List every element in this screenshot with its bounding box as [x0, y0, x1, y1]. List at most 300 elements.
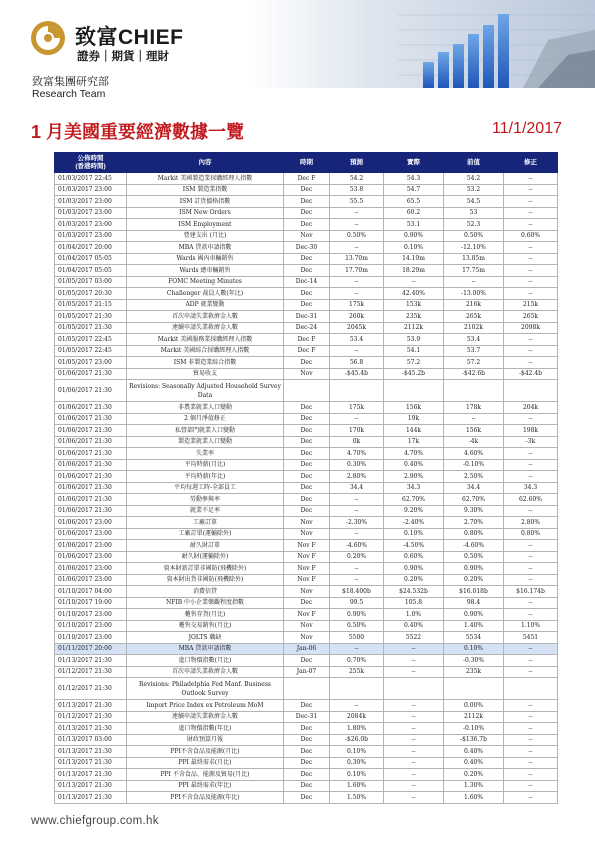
- cell-revised: --: [504, 723, 558, 735]
- cell-previous: 0.90%: [444, 609, 504, 621]
- cell-time: 01/05/2017 21:15: [55, 299, 127, 311]
- table-row: [55, 734, 558, 746]
- cell-forecast: 0.10%: [330, 746, 384, 758]
- table-row: [55, 402, 558, 414]
- cell-time: 01/06/2017 21:30: [55, 505, 127, 517]
- cell-time: 01/03/2017 23:00: [55, 230, 127, 242]
- cell-content: PPI 最終需求(月比): [127, 757, 284, 769]
- table-row: [55, 655, 558, 667]
- cell-period: Dec: [284, 207, 330, 219]
- cell-actual: -$45.2b: [384, 368, 444, 380]
- cell-actual: 0.90%: [384, 230, 444, 242]
- table-row: [55, 265, 558, 277]
- cell-forecast: 170k: [330, 425, 384, 437]
- cell-revised: --: [504, 207, 558, 219]
- cell-revised: --: [504, 769, 558, 781]
- cell-revised: --: [504, 792, 558, 804]
- cell-revised: --: [504, 184, 558, 196]
- cell-time: 01/06/2017 21:30: [55, 436, 127, 448]
- cell-revised: --: [504, 253, 558, 265]
- cell-actual: 0.40%: [384, 620, 444, 632]
- cell-previous: 1.40%: [444, 620, 504, 632]
- cell-content: 躉售存貨(月比): [127, 609, 284, 621]
- cell-actual: 156k: [384, 402, 444, 414]
- cell-forecast: [330, 380, 384, 402]
- table-row: [55, 357, 558, 369]
- cell-time: 01/06/2017 21:30: [55, 482, 127, 494]
- cell-revised: --: [504, 448, 558, 460]
- table-row: [55, 380, 558, 402]
- page-header: [0, 0, 595, 110]
- cell-actual: 0.20%: [384, 574, 444, 586]
- table-row: [55, 586, 558, 598]
- cell-time: 01/10/2017 04:00: [55, 586, 127, 598]
- table-row: [55, 666, 558, 678]
- cell-revised: --: [504, 574, 558, 586]
- cell-content: 貿易收支: [127, 368, 284, 380]
- cell-time: 01/06/2017 23:00: [55, 574, 127, 586]
- cell-content: 首次申請失業救濟金人數: [127, 311, 284, 323]
- cell-content: 私營部門就業人口變動: [127, 425, 284, 437]
- cell-previous: 2102k: [444, 322, 504, 334]
- cell-revised: 2.80%: [504, 517, 558, 529]
- cell-revised: -$42.4b: [504, 368, 558, 380]
- cell-actual: --: [384, 276, 444, 288]
- cell-actual: 4.70%: [384, 448, 444, 460]
- cell-forecast: 2084k: [330, 711, 384, 723]
- cell-previous: 13.85m: [444, 253, 504, 265]
- table-row: [55, 288, 558, 300]
- cell-revised: --: [504, 700, 558, 712]
- cell-revised: 62.60%: [504, 494, 558, 506]
- cell-content: PPI不含食品及能源(月比): [127, 746, 284, 758]
- cell-revised: --: [504, 597, 558, 609]
- cell-previous: 1.30%: [444, 780, 504, 792]
- cell-previous: 0.40%: [444, 757, 504, 769]
- cell-actual: 2.90%: [384, 471, 444, 483]
- column-header-forecast: 預測: [330, 153, 384, 173]
- cell-content: Markit 美國綜合採購經理人指數: [127, 345, 284, 357]
- table-row: [55, 574, 558, 586]
- cell-forecast: 0.10%: [330, 769, 384, 781]
- table-row: [55, 253, 558, 265]
- column-header-time-label: 公佈時間 (香港時間): [75, 154, 106, 170]
- cell-forecast: 0.90%: [330, 609, 384, 621]
- cell-time: 01/06/2017 21:30: [55, 459, 127, 471]
- cell-forecast: 2045k: [330, 322, 384, 334]
- cell-previous: 0.40%: [444, 746, 504, 758]
- cell-previous: -0.10%: [444, 723, 504, 735]
- table-row: [55, 551, 558, 563]
- cell-forecast: 255k: [330, 666, 384, 678]
- cell-revised: --: [504, 173, 558, 185]
- cell-content: Wards 總車輛銷售: [127, 265, 284, 277]
- cell-content: 平均時薪(月比): [127, 459, 284, 471]
- cell-actual: 54.3: [384, 173, 444, 185]
- cell-previous: 0.90%: [444, 563, 504, 575]
- cell-period: Dec: [284, 505, 330, 517]
- cell-forecast: --: [330, 345, 384, 357]
- table-row: [55, 471, 558, 483]
- cell-forecast: 0.30%: [330, 459, 384, 471]
- cell-revised: --: [504, 459, 558, 471]
- cell-forecast: 53.8: [330, 184, 384, 196]
- column-header-revised: 修正: [504, 153, 558, 173]
- cell-period: Dec-14: [284, 276, 330, 288]
- cell-forecast: 5500: [330, 632, 384, 644]
- cell-forecast: --: [330, 700, 384, 712]
- cell-period: Dec: [284, 184, 330, 196]
- cell-actual: --: [384, 711, 444, 723]
- chief-logo-icon: [30, 20, 66, 56]
- cell-forecast: [330, 678, 384, 700]
- cell-content: MBA 貸款申請指數: [127, 643, 284, 655]
- footer-website-url: www.chiefgroup.com.hk: [31, 815, 159, 827]
- cell-forecast: --: [330, 563, 384, 575]
- cell-period: Dec: [284, 413, 330, 425]
- cell-time: 01/04/2017 20:00: [55, 242, 127, 254]
- table-row: [55, 299, 558, 311]
- cell-period: Nov F: [284, 551, 330, 563]
- cell-content: 2 個月淨值修正: [127, 413, 284, 425]
- cell-content: PPI 不含食品、能源及貿易(月比): [127, 769, 284, 781]
- cell-previous: 2.70%: [444, 517, 504, 529]
- cell-forecast: 0k: [330, 436, 384, 448]
- cell-forecast: 1.60%: [330, 780, 384, 792]
- cell-previous: -0.30%: [444, 655, 504, 667]
- cell-content: ISM 訂貨價格指數: [127, 196, 284, 208]
- cell-time: 01/10/2017 23:00: [55, 609, 127, 621]
- table-row: [55, 769, 558, 781]
- cell-content: MBA 貸款申請指數: [127, 242, 284, 254]
- cell-previous: 34.4: [444, 482, 504, 494]
- cell-period: Nov: [284, 586, 330, 598]
- cell-forecast: 53.4: [330, 334, 384, 346]
- page-title: 1 月美國重要經濟數據一覽: [31, 122, 245, 142]
- cell-content: JOLTS 職缺: [127, 632, 284, 644]
- cell-time: 01/04/2017 05:05: [55, 253, 127, 265]
- cell-revised: -3k: [504, 436, 558, 448]
- cell-revised: 198k: [504, 425, 558, 437]
- cell-period: Nov: [284, 368, 330, 380]
- cell-time: 01/04/2017 05:05: [55, 265, 127, 277]
- table-row: [55, 678, 558, 700]
- cell-revised: --: [504, 609, 558, 621]
- cell-previous: 2112k: [444, 711, 504, 723]
- cell-previous: 53.7: [444, 345, 504, 357]
- cell-period: Dec: [284, 357, 330, 369]
- cell-time: 01/05/2017 21:30: [55, 322, 127, 334]
- cell-revised: [504, 678, 558, 700]
- cell-period: Dec: [284, 723, 330, 735]
- cell-revised: 0.80%: [504, 528, 558, 540]
- cell-content: 耐久財訂單: [127, 540, 284, 552]
- cell-actual: 57.2: [384, 357, 444, 369]
- cell-actual: --: [384, 780, 444, 792]
- cell-time: 01/12/2017 21:30: [55, 678, 127, 700]
- table-row: [55, 207, 558, 219]
- cell-forecast: 4.70%: [330, 448, 384, 460]
- cell-revised: --: [504, 471, 558, 483]
- cell-period: Dec: [284, 402, 330, 414]
- cell-actual: 65.5: [384, 196, 444, 208]
- cell-forecast: --: [330, 574, 384, 586]
- cell-period: Dec-31: [284, 311, 330, 323]
- cell-actual: 0.10%: [384, 242, 444, 254]
- cell-forecast: 0.50%: [330, 230, 384, 242]
- cell-time: 01/13/2017 21:30: [55, 792, 127, 804]
- cell-forecast: --: [330, 505, 384, 517]
- cell-actual: 62.70%: [384, 494, 444, 506]
- cell-period: Nov F: [284, 574, 330, 586]
- cell-time: 01/06/2017 21:30: [55, 402, 127, 414]
- cell-time: 01/10/2017 23:00: [55, 620, 127, 632]
- cell-actual: 53.1: [384, 219, 444, 231]
- cell-revised: --: [504, 288, 558, 300]
- cell-revised: 2098k: [504, 322, 558, 334]
- cell-forecast: 56.8: [330, 357, 384, 369]
- cell-revised: [504, 380, 558, 402]
- cell-actual: 1.0%: [384, 609, 444, 621]
- cell-revised: --: [504, 711, 558, 723]
- cell-previous: [444, 380, 504, 402]
- economic-data-table: [54, 152, 558, 804]
- cell-forecast: 2.80%: [330, 471, 384, 483]
- cell-time: 01/13/2017 21:30: [55, 769, 127, 781]
- report-date: 11/1/2017: [492, 120, 562, 137]
- cell-actual: 54.1: [384, 345, 444, 357]
- cell-time: 01/03/2017 23:00: [55, 219, 127, 231]
- cell-period: Dec: [284, 746, 330, 758]
- cell-time: 01/06/2017 21:30: [55, 494, 127, 506]
- cell-content: ISM New Orders: [127, 207, 284, 219]
- cell-time: 01/05/2017 20:30: [55, 288, 127, 300]
- cell-revised: --: [504, 746, 558, 758]
- cell-time: 01/13/2017 21:30: [55, 700, 127, 712]
- cell-revised: --: [504, 643, 558, 655]
- table-header-row: [55, 153, 558, 173]
- cell-period: Dec-24: [284, 322, 330, 334]
- cell-forecast: 0.50%: [330, 620, 384, 632]
- cell-period: Dec: [284, 425, 330, 437]
- cell-forecast: --: [330, 288, 384, 300]
- cell-forecast: 1.80%: [330, 723, 384, 735]
- cell-forecast: --: [330, 207, 384, 219]
- table-row: [55, 219, 558, 231]
- cell-revised: --: [504, 345, 558, 357]
- cell-content: Wards 國內車輛銷售: [127, 253, 284, 265]
- cell-time: 01/13/2017 21:30: [55, 757, 127, 769]
- cell-time: 01/03/2017 23:00: [55, 207, 127, 219]
- cell-content: 製造業就業人口變動: [127, 436, 284, 448]
- cell-period: Dec: [284, 448, 330, 460]
- cell-actual: 144k: [384, 425, 444, 437]
- cell-period: Dec: [284, 700, 330, 712]
- table-row: [55, 780, 558, 792]
- cell-revised: --: [504, 265, 558, 277]
- cell-previous: 53.2: [444, 184, 504, 196]
- table-row: [55, 517, 558, 529]
- cell-time: 01/06/2017 23:00: [55, 540, 127, 552]
- cell-forecast: 0.30%: [330, 757, 384, 769]
- cell-actual: 235k: [384, 311, 444, 323]
- cell-period: Jan-07: [284, 666, 330, 678]
- cell-previous: 0.00%: [444, 700, 504, 712]
- cell-previous: -12.10%: [444, 242, 504, 254]
- table-row: [55, 563, 558, 575]
- cell-content: 消費信貸: [127, 586, 284, 598]
- cell-actual: 0.90%: [384, 563, 444, 575]
- table-row: [55, 700, 558, 712]
- cell-revised: --: [504, 757, 558, 769]
- table-row: [55, 334, 558, 346]
- cell-actual: 9.20%: [384, 505, 444, 517]
- cell-content: 勞動參與率: [127, 494, 284, 506]
- cell-previous: 4.60%: [444, 448, 504, 460]
- cell-period: Nov: [284, 528, 330, 540]
- cell-time: 01/05/2017 23:00: [55, 357, 127, 369]
- cell-period: Nov: [284, 230, 330, 242]
- cell-revised: $16.174b: [504, 586, 558, 598]
- cell-actual: 42.40%: [384, 288, 444, 300]
- cell-previous: 0.10%: [444, 643, 504, 655]
- cell-previous: 1.60%: [444, 792, 504, 804]
- cell-time: 01/05/2017 03:00: [55, 276, 127, 288]
- cell-content: Markit 美國服務業採購經理人指數: [127, 334, 284, 346]
- cell-period: Nov F: [284, 540, 330, 552]
- table-row: [55, 322, 558, 334]
- cell-actual: 5522: [384, 632, 444, 644]
- cell-revised: --: [504, 334, 558, 346]
- cell-revised: --: [504, 563, 558, 575]
- cell-content: 耐久財(運輸除外): [127, 551, 284, 563]
- cell-content: Revisions: Philadelphia Fed Manf. Business Outlook Survey: [127, 678, 284, 700]
- cell-actual: 34.3: [384, 482, 444, 494]
- cell-time: 01/06/2017 21:30: [55, 448, 127, 460]
- cell-content: 失業率: [127, 448, 284, 460]
- cell-actual: 19k: [384, 413, 444, 425]
- table-row: [55, 711, 558, 723]
- cell-revised: 215k: [504, 299, 558, 311]
- table-row: [55, 173, 558, 185]
- cell-time: 01/10/2017 19:00: [55, 597, 127, 609]
- cell-actual: --: [384, 734, 444, 746]
- cell-actual: -4.50%: [384, 540, 444, 552]
- cell-period: Dec-31: [284, 711, 330, 723]
- cell-content: ADP 就業變動: [127, 299, 284, 311]
- cell-previous: -4.60%: [444, 540, 504, 552]
- table-row: [55, 196, 558, 208]
- cell-content: ISM 製造業指數: [127, 184, 284, 196]
- cell-content: Revisions: Seasonally Adjusted Household Survey Data: [127, 380, 284, 402]
- cell-content: 工廠訂單(運輸除外): [127, 528, 284, 540]
- cell-period: Nov F: [284, 609, 330, 621]
- table-row: [55, 436, 558, 448]
- cell-previous: --: [444, 276, 504, 288]
- cell-period: Dec F: [284, 345, 330, 357]
- table-row: [55, 620, 558, 632]
- table-row: [55, 459, 558, 471]
- cell-forecast: --: [330, 643, 384, 655]
- cell-forecast: --: [330, 494, 384, 506]
- cell-revised: --: [504, 505, 558, 517]
- cell-revised: --: [504, 276, 558, 288]
- cell-revised: --: [504, 734, 558, 746]
- cell-revised: 1.10%: [504, 620, 558, 632]
- cell-time: 01/13/2017 21:30: [55, 655, 127, 667]
- cell-period: Dec: [284, 769, 330, 781]
- cell-forecast: 55.5: [330, 196, 384, 208]
- cell-period: Jan-06: [284, 643, 330, 655]
- cell-forecast: 0.20%: [330, 551, 384, 563]
- cell-revised: --: [504, 655, 558, 667]
- cell-actual: 60.2: [384, 207, 444, 219]
- cell-actual: --: [384, 643, 444, 655]
- cell-revised: --: [504, 413, 558, 425]
- cell-actual: 18.29m: [384, 265, 444, 277]
- cell-period: Nov F: [284, 563, 330, 575]
- column-header-previous: 前值: [444, 153, 504, 173]
- cell-forecast: 1.50%: [330, 792, 384, 804]
- cell-time: 01/03/2017 23:00: [55, 184, 127, 196]
- cell-revised: 204k: [504, 402, 558, 414]
- cell-previous: 235k: [444, 666, 504, 678]
- cell-time: 01/05/2017 22:45: [55, 345, 127, 357]
- table-row: [55, 609, 558, 621]
- cell-period: Dec: [284, 792, 330, 804]
- cell-actual: 17k: [384, 436, 444, 448]
- table-row: [55, 723, 558, 735]
- cell-content: 就業不足率: [127, 505, 284, 517]
- cell-time: 01/06/2017 23:00: [55, 528, 127, 540]
- cell-period: Dec: [284, 734, 330, 746]
- cell-time: 01/06/2017 21:30: [55, 413, 127, 425]
- cell-content: Markit 美國製造業採購經理人指數: [127, 173, 284, 185]
- cell-content: FOMC Meeting Minutes: [127, 276, 284, 288]
- cell-content: 資本財新訂單非國防(飛機除外): [127, 563, 284, 575]
- table-row: [55, 311, 558, 323]
- cell-content: Challenger 裁員人數(年比): [127, 288, 284, 300]
- cell-content: 非農業就業人口變動: [127, 402, 284, 414]
- cell-forecast: 34.4: [330, 482, 384, 494]
- cell-content: ISM Employment: [127, 219, 284, 231]
- cell-previous: -$136.7b: [444, 734, 504, 746]
- cell-period: Dec F: [284, 334, 330, 346]
- table-row: [55, 184, 558, 196]
- cell-forecast: --: [330, 242, 384, 254]
- cell-actual: [384, 678, 444, 700]
- table-row: [55, 757, 558, 769]
- cell-period: Dec: [284, 597, 330, 609]
- cell-revised: --: [504, 219, 558, 231]
- cell-time: 01/06/2017 21:30: [55, 471, 127, 483]
- cell-content: 首次申請失業救濟金人數: [127, 666, 284, 678]
- cell-period: Dec: [284, 482, 330, 494]
- cell-previous: 0.80%: [444, 528, 504, 540]
- cell-revised: --: [504, 540, 558, 552]
- cell-time: 01/03/2017 22:45: [55, 173, 127, 185]
- cell-actual: 0.40%: [384, 459, 444, 471]
- cell-previous: 0.20%: [444, 769, 504, 781]
- cell-previous: 54.5: [444, 196, 504, 208]
- cell-time: 01/06/2017 21:30: [55, 425, 127, 437]
- cell-time: 01/06/2017 23:00: [55, 551, 127, 563]
- column-header-time: [55, 153, 127, 173]
- brand-name: 致富CHIEF: [75, 26, 184, 49]
- cell-forecast: 175k: [330, 299, 384, 311]
- cell-actual: 105.8: [384, 597, 444, 609]
- cell-actual: --: [384, 666, 444, 678]
